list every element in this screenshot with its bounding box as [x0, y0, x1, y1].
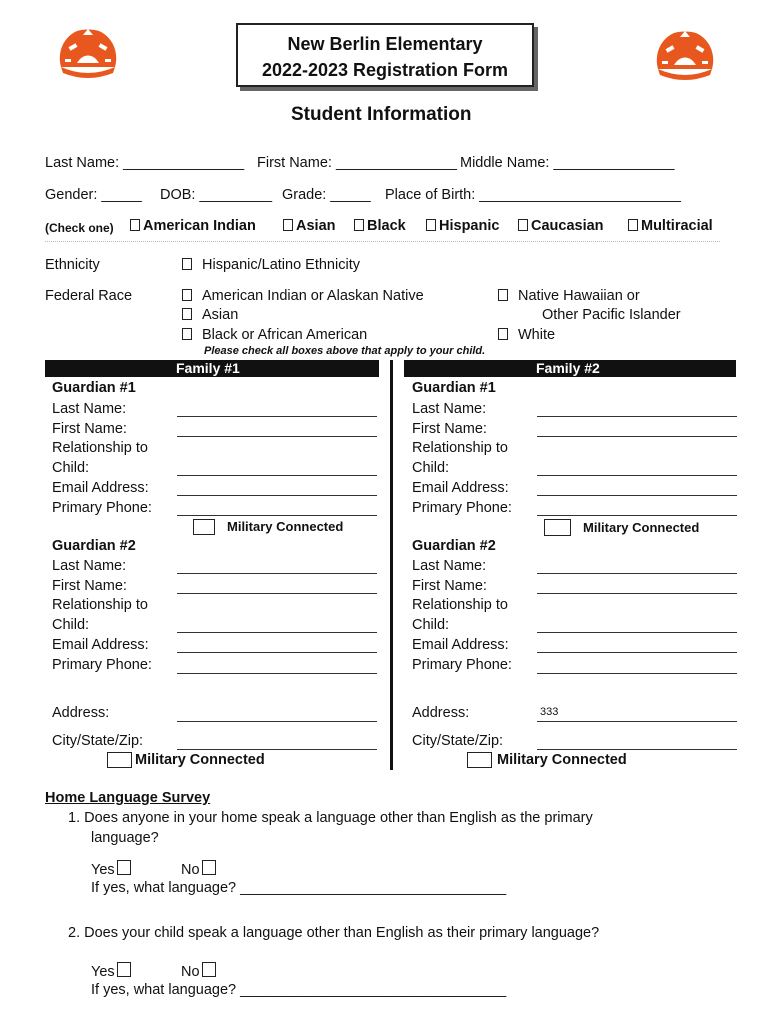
- f2g1-relationship-input[interactable]: [537, 475, 737, 476]
- checkbox-icon[interactable]: [182, 328, 192, 340]
- federal-race-asian[interactable]: Asian: [182, 307, 238, 323]
- checkbox-icon[interactable]: [182, 258, 192, 270]
- f2g2-email-input[interactable]: [537, 652, 737, 653]
- f2g2-last-name-input[interactable]: [537, 573, 737, 574]
- first-name-field[interactable]: First Name: _______________: [257, 155, 457, 171]
- f1g1-email-input[interactable]: [177, 495, 377, 496]
- checkbox-icon[interactable]: [498, 289, 508, 301]
- grade-field[interactable]: Grade: _____: [282, 187, 371, 203]
- checkbox-icon[interactable]: [628, 219, 638, 231]
- f1g1-first-name-input[interactable]: [177, 436, 377, 437]
- f1g1-last-name-input[interactable]: [177, 416, 377, 417]
- f1-military-checkbox[interactable]: [193, 519, 215, 535]
- checkbox-icon[interactable]: [498, 328, 508, 340]
- f2g2-phone-input[interactable]: [537, 673, 737, 674]
- section-title: Student Information: [291, 104, 472, 125]
- middle-name-field[interactable]: Middle Name: _______________: [460, 155, 675, 171]
- place-of-birth-field[interactable]: Place of Birth: _________________________: [385, 187, 681, 203]
- f2g1-first-name-input[interactable]: [537, 436, 737, 437]
- federal-race-black[interactable]: Black or African American: [182, 327, 367, 343]
- last-name-field[interactable]: Last Name: _______________: [45, 155, 245, 171]
- f2-address-value[interactable]: 333: [540, 706, 559, 718]
- f2g1-email-input[interactable]: [537, 495, 737, 496]
- f2g1-last-name-input[interactable]: [537, 416, 737, 417]
- f2g2-relationship-input[interactable]: [537, 632, 737, 633]
- checkbox-icon[interactable]: [283, 219, 293, 231]
- checkbox-icon[interactable]: [130, 219, 140, 231]
- q1-yes-option[interactable]: Yes: [91, 860, 134, 878]
- f1-address-input[interactable]: [177, 721, 377, 722]
- dob-field[interactable]: DOB: _________: [160, 187, 273, 203]
- race-option-asian[interactable]: Asian: [283, 218, 336, 234]
- form-title-line2: 2022-2023 Registration Form: [261, 60, 509, 80]
- federal-race-pacific-islander-label: Other Pacific Islander: [542, 307, 681, 323]
- family-divider: [390, 360, 393, 770]
- q2-yes-option[interactable]: Yes: [91, 962, 134, 980]
- q1-language-field[interactable]: If yes, what language? _________________________________: [91, 880, 507, 896]
- survey-question-1: 1. Does anyone in your home speak a language other than English as the primary: [68, 810, 593, 826]
- checkbox-icon[interactable]: [117, 860, 131, 875]
- family2-guardian1-labels: Last Name: First Name: Relationship to Child: Email Address: Primary Phone:: [412, 401, 512, 516]
- race-option-caucasian[interactable]: Caucasian: [518, 218, 604, 234]
- q1-no-option[interactable]: No: [181, 860, 219, 878]
- race-option-multiracial[interactable]: Multiracial: [628, 218, 713, 234]
- check-one-label: (Check one): [45, 221, 114, 235]
- checkbox-icon[interactable]: [354, 219, 364, 231]
- language-survey-title: Home Language Survey: [45, 790, 211, 806]
- q2-language-field[interactable]: If yes, what language? _________________________________: [91, 982, 507, 998]
- f1-city-input[interactable]: [177, 749, 377, 750]
- race-option-american-indian[interactable]: American Indian: [130, 218, 256, 234]
- f2-military-label: Military Connected: [583, 520, 700, 535]
- f1g1-relationship-input[interactable]: [177, 475, 377, 476]
- f2-military-bottom-checkbox[interactable]: [467, 752, 492, 768]
- q2-no-option[interactable]: No: [181, 962, 219, 980]
- f2g2-first-name-input[interactable]: [537, 593, 737, 594]
- checkbox-icon[interactable]: [426, 219, 436, 231]
- race-option-hispanic[interactable]: Hispanic: [426, 218, 499, 234]
- race-option-black[interactable]: Black: [354, 218, 406, 234]
- ethnicity-label: Ethnicity: [45, 257, 100, 273]
- checkbox-icon[interactable]: [117, 962, 131, 977]
- f2-address-label: Address:: [412, 705, 470, 721]
- family2-header: Family #2: [404, 360, 736, 377]
- family2-guardian2-title: Guardian #2: [412, 538, 496, 554]
- f1g2-first-name-input[interactable]: [177, 593, 377, 594]
- federal-race-native-hawaiian[interactable]: Native Hawaiian or: [498, 288, 640, 304]
- federal-race-label: Federal Race: [45, 288, 133, 304]
- f1-address-label: Address:: [52, 705, 110, 721]
- checkbox-icon[interactable]: [518, 219, 528, 231]
- checkbox-icon[interactable]: [182, 289, 192, 301]
- f2-city-label: City/State/Zip:: [412, 733, 504, 749]
- f1g2-phone-input[interactable]: [177, 673, 377, 674]
- survey-question-2: 2. Does your child speak a language other than English as their primary language?: [68, 925, 600, 941]
- right-logo-icon: [650, 25, 720, 81]
- family1-guardian1-labels: Last Name: First Name: Relationship to Child: Email Address: Primary Phone:: [52, 401, 152, 516]
- federal-race-white[interactable]: White: [498, 327, 555, 343]
- form-title-line1: New Berlin Elementary: [287, 34, 483, 54]
- f1g2-last-name-input[interactable]: [177, 573, 377, 574]
- f1-military-bottom-label: Military Connected: [135, 752, 265, 768]
- family2-guardian2-labels: Last Name: First Name: Relationship to Child: Email Address: Primary Phone:: [412, 558, 512, 673]
- federal-race-american-indian[interactable]: American Indian or Alaskan Native: [182, 288, 424, 304]
- left-logo-icon: [53, 23, 123, 79]
- f1-military-label: Military Connected: [227, 519, 344, 534]
- f1-city-label: City/State/Zip:: [52, 733, 144, 749]
- family1-guardian2-title: Guardian #2: [52, 538, 136, 554]
- checkbox-icon[interactable]: [202, 962, 216, 977]
- f1g2-email-input[interactable]: [177, 652, 377, 653]
- checkbox-icon[interactable]: [182, 308, 192, 320]
- form-title-box: [236, 23, 534, 87]
- f1g2-relationship-input[interactable]: [177, 632, 377, 633]
- f2-city-input[interactable]: [537, 749, 737, 750]
- f2-address-input[interactable]: [537, 721, 737, 722]
- ethnicity-hispanic-option[interactable]: Hispanic/Latino Ethnicity: [182, 257, 360, 273]
- f1-military-bottom-checkbox[interactable]: [107, 752, 132, 768]
- gender-field[interactable]: Gender: _____: [45, 187, 142, 203]
- f2-military-checkbox[interactable]: [544, 519, 571, 536]
- federal-race-note: Please check all boxes above that apply to your child.: [204, 345, 486, 357]
- survey-question-1-cont: language?: [91, 830, 159, 846]
- f1g1-phone-input[interactable]: [177, 515, 377, 516]
- f2g1-phone-input[interactable]: [537, 515, 737, 516]
- family1-guardian2-labels: Last Name: First Name: Relationship to Child: Email Address: Primary Phone:: [52, 558, 152, 673]
- family1-guardian1-title: Guardian #1: [52, 380, 136, 396]
- family1-header: Family #1: [45, 360, 379, 377]
- divider: [45, 241, 720, 242]
- family2-guardian1-title: Guardian #1: [412, 380, 496, 396]
- f2-military-bottom-label: Military Connected: [497, 752, 627, 768]
- checkbox-icon[interactable]: [202, 860, 216, 875]
